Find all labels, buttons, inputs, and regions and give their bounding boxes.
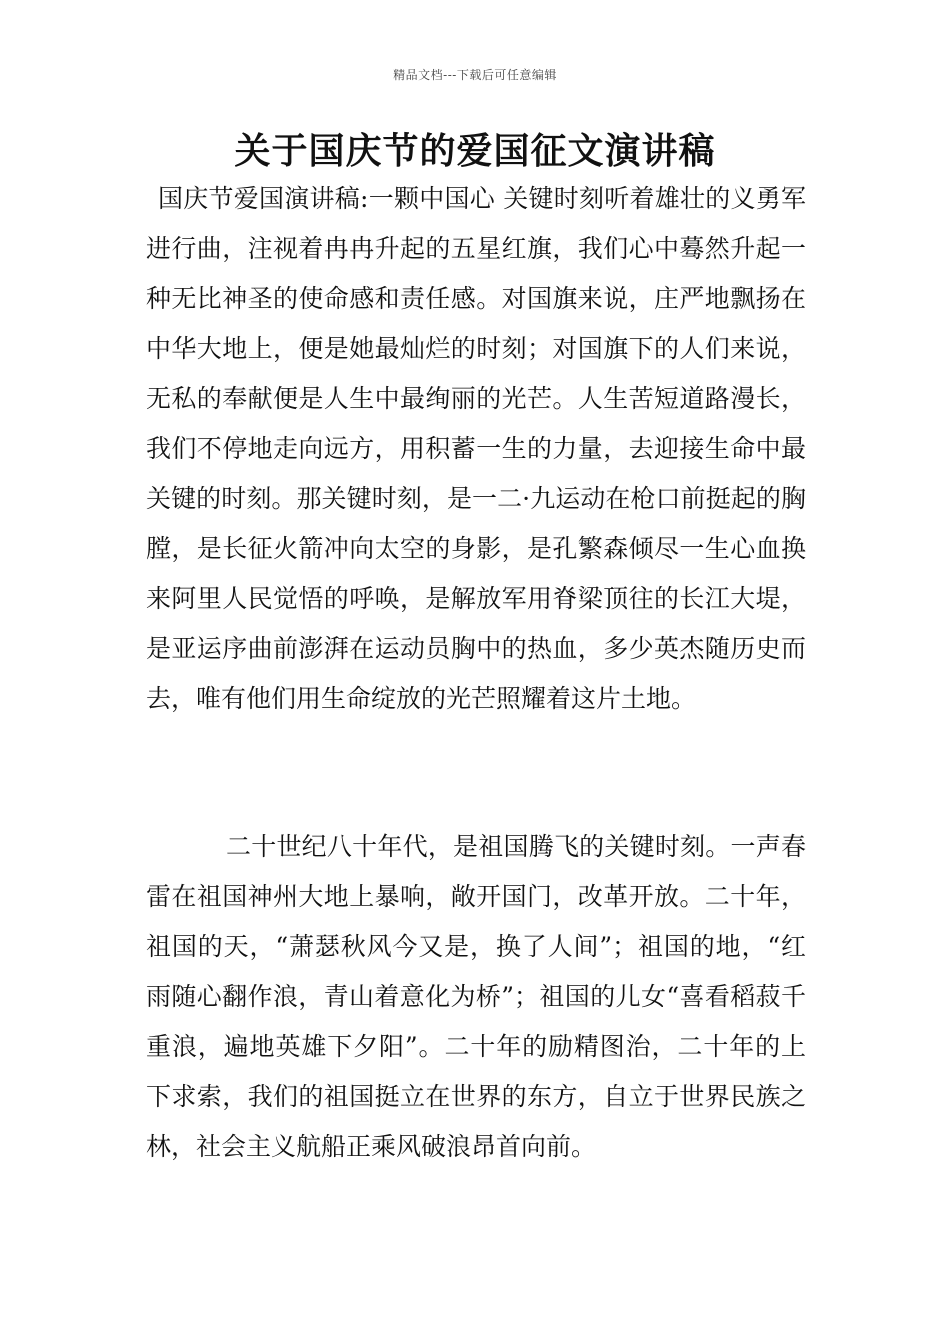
body-paragraph-2: 二十世纪八十年代，是祖国腾飞的关键时刻。一声春雷在祖国神州大地上暴响，敞开国门，改革开放。二十年，祖国的天，“萧瑟秋风今又是，换了人间”；祖国的地，“红雨随心翻作浪，青山着意化为桥”；祖国的儿女“喜看稻菽千重浪，遍地英雄下夕阳”。二十年的励精图治，二十年的上下求索，我们的祖国挺立在世界的东方，自立于世界民族之林，社会主义航船正乘风破浪昂首向前。 [146,832,806,1161]
header-note: 精品文档---下载后可任意编辑 [393,68,557,82]
document-title: 关于国庆节的爱国征文演讲稿 [234,130,716,172]
body-paragraph-1: 国庆节爱国演讲稿:一颗中国心 关键时刻听着雄壮的义勇军进行曲，注视着冉冉升起的五星红旗，我们心中蓦然升起一种无比神圣的使命感和责任感。对国旗来说，庄严地飘扬在中华大地上，便是她最灿烂的时刻；对国旗下的人们来说，无私的奉献便是人生中最绚丽的光芒。人生苦短道路漫长，我们不停地走向远方，用积蓄一生的力量，去迎接生命中最关键的时刻。那关键时刻，是一二·九运动在枪口前挺起的胸膛，是长征火箭冲向太空的身影，是孔繁森倾尽一生心血换来阿里人民觉悟的呼唤，是解放军用脊梁顶往的长江大堤，是亚运序曲前澎湃在运动员胸中的热血，多少英杰随历史而去，唯有他们用生命绽放的光芒照耀着这片土地。 [146,184,806,713]
